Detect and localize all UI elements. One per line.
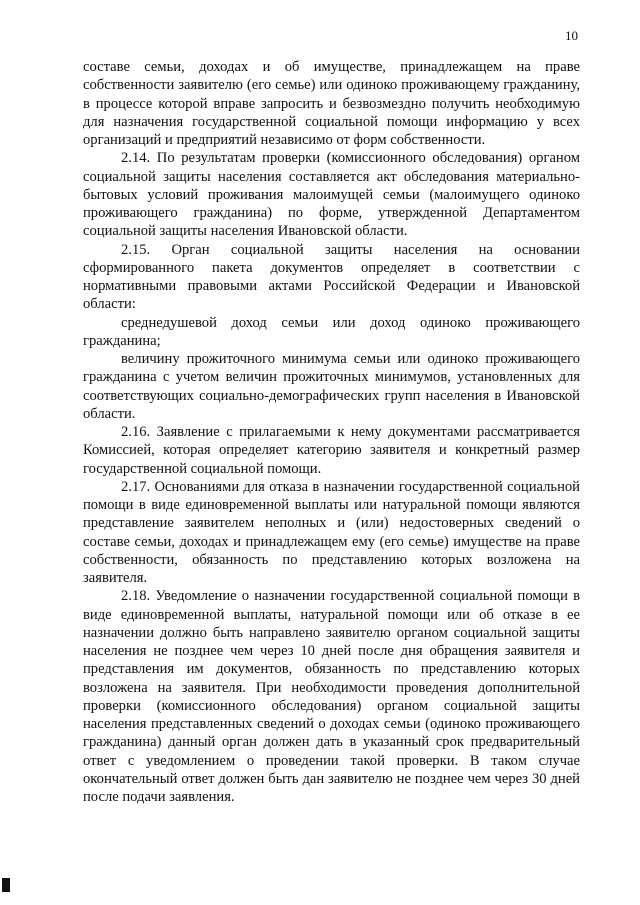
paragraph-2-17: 2.17. Основаниями для отказа в назначении государственной социальной помощи в виде единовременной выплаты или натуральной помощи являются представление заявителем неполных и (или) недостоверных сведений о составе семьи, доходах и принадлежащем ему (его семье) имуществе на праве собственности, обязанность по представлению которых возложена на заявителя. (83, 478, 580, 586)
paragraph-intro: составе семьи, доходах и об имуществе, принадлежащем на праве собственности заявителю (его семье) или одиноко проживающему гражданину, в процессе которой вправе запросить и безвозмездно получить необходимую для назначения государственной социальной помощи информацию у всех организаций и предприятий независимо от форм собственности. (83, 59, 580, 148)
document-body (83, 58, 580, 806)
paragraph-2-15: 2.15. Орган социальной защиты населения на основании сформированного пакета документов определяет в соответствии с нормативными правовыми актами Российской Федерации и Ивановской области: (83, 241, 580, 313)
paragraph-2-18: 2.18. Уведомление о назначении государственной социальной помощи в виде единовременной выплаты, натуральной помощи или об отказе в ее назначении должно быть направлено заявителю органом социальной защиты населения не позднее чем через 10 дней после дня обращения заявителя и представления им документов, обязанность по представлению которых возложена на заявителя. При необходимости проведения дополнительной проверки (комиссионного обследования) органом социальной защиты населения представленных сведений о доходах семьи (одиноко проживающего гражданина) данный орган должен дать в указанный срок предварительный ответ с уведомлением о проведении такой проверки. В таком случае окончательный ответ должен быть дан заявителю не позднее чем через 30 дней после подачи заявления. (83, 588, 580, 805)
paragraph-2-15-item-minimum: величину прожиточного минимума семьи или одиноко проживающего гражданина с учетом величин прожиточных минимумов, установленных для соответствующих социально-демографических групп населения в Ивановской области. (83, 351, 580, 422)
scan-edge-mark (2, 878, 10, 892)
paragraph-2-14: 2.14. По результатам проверки (комиссионного обследования) органом социальной защиты населения составляется акт обследования материально-бытовых условий проживания малоимущей семьи (малоимущего одиноко проживающего гражданина) по форме, утвержденной Департаментом социальной защиты населения Ивановской области. (83, 150, 580, 240)
paragraph-2-15-item-income: среднедушевой доход семьи или доход одиноко проживающего гражданина; (83, 314, 580, 349)
page-number: 10 (565, 28, 578, 43)
paragraph-2-16: 2.16. Заявление с прилагаемыми к нему документами рассматривается Комиссией, которая определяет категорию заявителя и конкретный размер государственной социальной помощи. (83, 424, 580, 477)
